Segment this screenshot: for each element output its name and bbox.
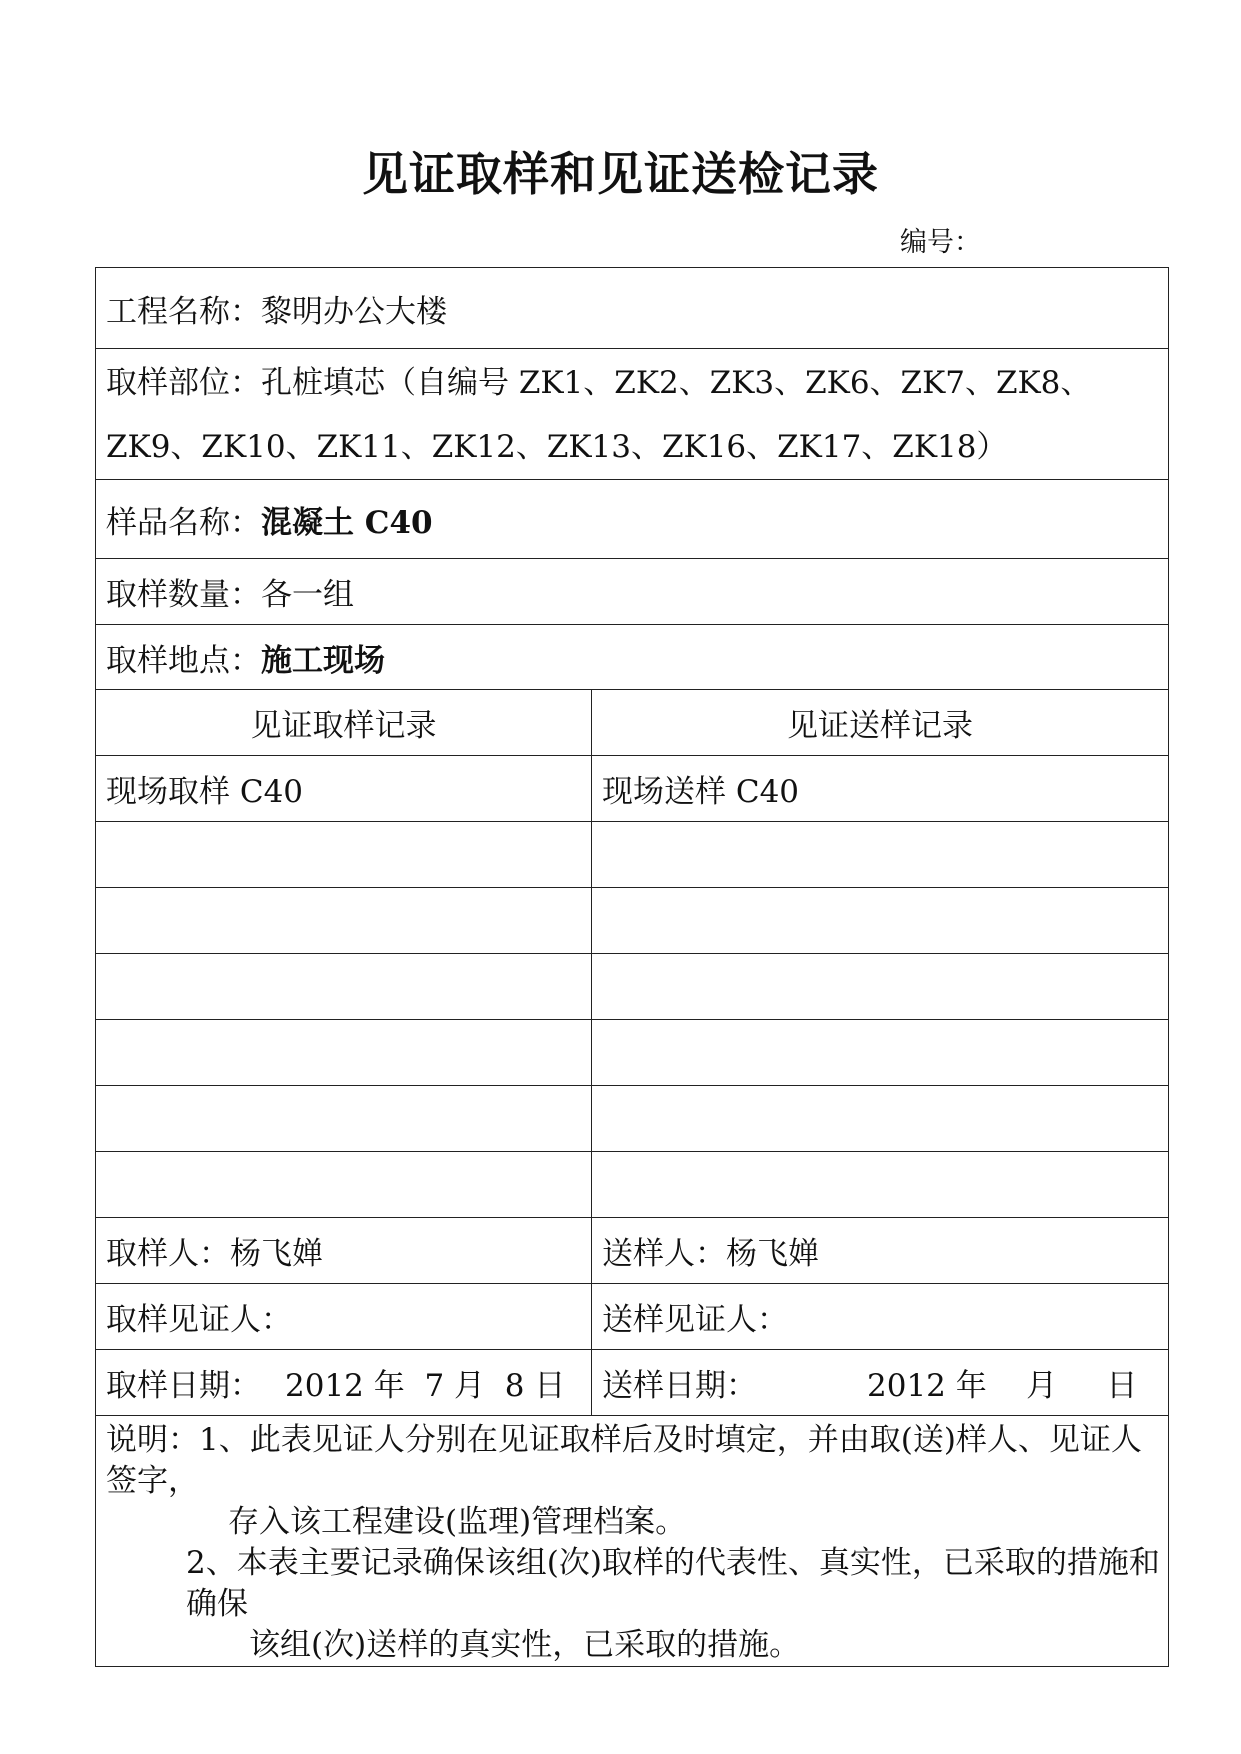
date-row (96, 1350, 1169, 1416)
sample-quantity-row (96, 559, 1169, 625)
delivery-date-cell (592, 1350, 1169, 1416)
serial-number-label: 编号： (900, 227, 981, 258)
note-item-1-continuation: 存入该工程建设(监理)管理档案。 (228, 1504, 687, 1540)
sampling-record-cell (96, 1152, 592, 1218)
note-item-1 (106, 1420, 1168, 1502)
delivery-record-header: 见证送样记录 (592, 690, 1169, 756)
sample-name-cell (96, 480, 1169, 559)
delivery-record-cell (592, 1152, 1169, 1218)
delivery-record-cell: 现场送样 C40 (592, 756, 1169, 822)
delivery-record-cell (592, 1086, 1169, 1152)
sample-quantity-value: 各一组 (261, 577, 354, 613)
delivery-record-cell (592, 888, 1169, 954)
sampling-witness-label: 取样见证人： (106, 1302, 292, 1338)
deliverer-cell (592, 1218, 1169, 1284)
sampling-date-label: 取样日期： (106, 1368, 261, 1404)
sample-name-label: 样品名称： (106, 504, 261, 541)
record-row (96, 1086, 1169, 1152)
sampling-record-cell (96, 888, 592, 954)
note-item-1-text: 1、此表见证人分别在见证取样后及时填定，并由取(送)样人、见证人签字， (106, 1422, 1142, 1499)
sampling-record-cell: 现场取样 C40 (96, 756, 592, 822)
deliverer-label: 送样人： (602, 1236, 726, 1272)
sampler-label: 取样人： (106, 1236, 230, 1272)
project-name-row (96, 268, 1169, 349)
sampling-location-label: 取样部位： (106, 365, 261, 401)
sampling-record-cell (96, 1020, 592, 1086)
record-form-table (95, 267, 1169, 1667)
page-title: 见证取样和见证送检记录 (362, 147, 879, 201)
delivery-date-value: 2012 年 月 日 (867, 1368, 1138, 1404)
sample-quantity-cell (96, 559, 1169, 625)
sampling-witness-cell (96, 1284, 592, 1350)
delivery-record-cell (592, 954, 1169, 1020)
sampler-cell (96, 1218, 592, 1284)
notes-cell (96, 1416, 1169, 1667)
project-name-cell (96, 268, 1169, 349)
record-row (96, 888, 1169, 954)
record-header-row (96, 690, 1169, 756)
sampling-record-header: 见证取样记录 (96, 690, 592, 756)
sampling-record-cell (96, 822, 592, 888)
sampling-place-value: 施工现场 (261, 642, 385, 679)
record-row (96, 822, 1169, 888)
delivery-witness-label: 送样见证人： (602, 1302, 788, 1338)
sampling-record-cell (96, 1086, 592, 1152)
sampling-place-cell (96, 625, 1169, 690)
notes-row (96, 1416, 1169, 1667)
project-name-label: 工程名称： (106, 293, 261, 330)
notes-label: 说明： (106, 1422, 199, 1458)
sampling-location-cell (96, 349, 1169, 480)
record-row (96, 954, 1169, 1020)
sampling-date-value: 2012 年 7 月 8 日 (285, 1368, 566, 1404)
deliverer-value: 杨飞婵 (726, 1236, 819, 1272)
record-row (96, 1152, 1169, 1218)
sampling-place-label: 取样地点： (106, 642, 261, 679)
sampling-location-row (96, 349, 1169, 480)
sampling-location-value: 孔桩填芯（自编号 ZK1、ZK2、ZK3、ZK6、ZK7、ZK8、ZK9、ZK10、ZK11、ZK12、ZK13、ZK16、ZK17、ZK18） (106, 365, 1092, 465)
delivery-record-cell (592, 822, 1169, 888)
sample-name-value: 混凝土 C40 (261, 504, 433, 541)
sampling-place-row (96, 625, 1169, 690)
delivery-date-label: 送样日期： (602, 1368, 757, 1404)
sample-quantity-label: 取样数量： (106, 577, 261, 613)
sampling-record-cell (96, 954, 592, 1020)
project-name-value: 黎明办公大楼 (261, 293, 447, 330)
sampler-value: 杨飞婵 (230, 1236, 323, 1272)
witness-row (96, 1284, 1169, 1350)
note-item-2: 2、本表主要记录确保该组(次)取样的代表性、真实性，已采取的措施和确保 (186, 1545, 1160, 1622)
note-item-2-continuation: 该组(次)送样的真实性，已采取的措施。 (249, 1627, 801, 1663)
delivery-witness-cell (592, 1284, 1169, 1350)
sampling-date-cell (96, 1350, 592, 1416)
record-row (96, 756, 1169, 822)
sampler-row (96, 1218, 1169, 1284)
sample-name-row (96, 480, 1169, 559)
record-row (96, 1020, 1169, 1086)
delivery-record-cell (592, 1020, 1169, 1086)
